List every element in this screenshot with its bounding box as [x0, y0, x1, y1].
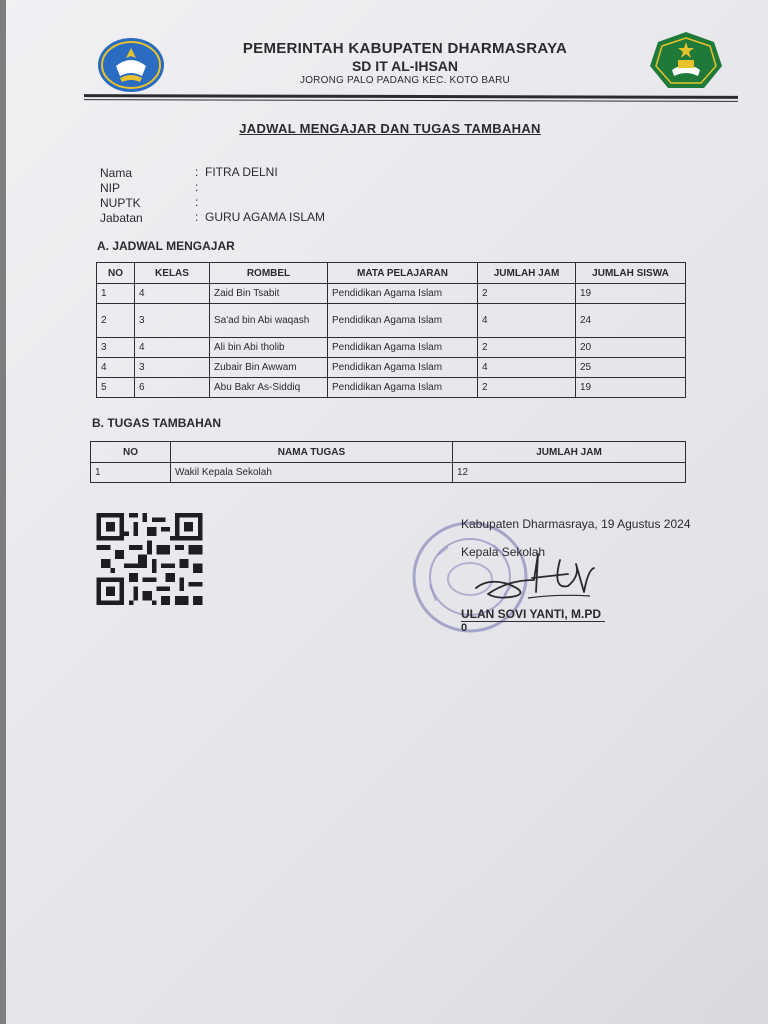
value-jabatan: GURU AGAMA ISLAM	[205, 210, 326, 224]
colon: :	[195, 180, 199, 194]
table-cell: 4	[135, 338, 210, 358]
header-rule-thin	[84, 99, 738, 102]
table-cell: 4	[97, 358, 135, 378]
header-government: PEMERINTAH KABUPATEN DHARMASRAYA	[242, 40, 568, 57]
table-row	[91, 463, 686, 483]
qr-code	[96, 513, 203, 605]
label-nuptk: NUPTK	[100, 196, 141, 210]
signature-place-date: Kabupaten Dharmasraya, 19 Agustus 2024	[461, 517, 691, 531]
signatory-name: ULAN SOVI YANTI, M.PD	[461, 607, 605, 622]
column-header: KELAS	[135, 263, 210, 284]
tut-wuri-handayani-logo	[96, 36, 166, 94]
table-cell: 4	[478, 304, 576, 338]
table-cell: Pendidikan Agama Islam	[328, 304, 478, 338]
header-address: JORONG PALO PADANG KEC. KOTO BARU	[300, 75, 510, 86]
kemenag-logo	[648, 30, 724, 90]
table-cell: Sa'ad bin Abi waqash	[210, 304, 328, 338]
signature-role: Kepala Sekolah	[461, 545, 546, 559]
table-cell: Abu Bakr As-Siddiq	[210, 378, 328, 398]
teaching-schedule-table	[96, 262, 686, 398]
table-cell: 25	[576, 358, 686, 378]
table-cell: 3	[135, 304, 210, 338]
table-cell: 1	[97, 284, 135, 304]
table-row	[97, 338, 686, 358]
table-cell: 2	[478, 338, 576, 358]
table-cell: 4	[478, 358, 576, 378]
table-cell: 12	[453, 463, 686, 483]
section-b-title: B. TUGAS TAMBAHAN	[92, 416, 222, 430]
table-cell: Pendidikan Agama Islam	[328, 338, 478, 358]
colon: :	[195, 210, 199, 224]
table-cell: Pendidikan Agama Islam	[328, 358, 478, 378]
document-title: JADWAL MENGAJAR DAN TUGAS TAMBAHAN	[239, 121, 541, 136]
table-cell: 1	[91, 463, 171, 483]
table-cell: 19	[576, 284, 686, 304]
table-cell: 2	[478, 378, 576, 398]
column-header: NO	[91, 442, 171, 463]
table-row	[97, 378, 686, 398]
table-cell: 4	[135, 284, 210, 304]
table-cell: 2	[97, 304, 135, 338]
table-cell: Pendidikan Agama Islam	[328, 378, 478, 398]
table-header-row	[91, 442, 686, 463]
section-a-title: A. JADWAL MENGAJAR	[97, 239, 235, 253]
column-header: JUMLAH SISWA	[576, 263, 686, 284]
column-header: NAMA TUGAS	[171, 442, 453, 463]
column-header: JUMLAH JAM	[478, 263, 576, 284]
table-cell: Zubair Bin Awwam	[210, 358, 328, 378]
table-cell: 5	[97, 378, 135, 398]
page-edge-shadow	[0, 0, 6, 1024]
table-cell: 2	[478, 284, 576, 304]
table-row	[97, 284, 686, 304]
table-row	[97, 358, 686, 378]
header-rule-thick	[84, 94, 738, 99]
additional-duties-table	[90, 441, 686, 483]
colon: :	[195, 165, 199, 179]
value-nama: FITRA DELNI	[205, 165, 278, 179]
table-cell: 19	[576, 378, 686, 398]
table-cell: 24	[576, 304, 686, 338]
table-cell: 20	[576, 338, 686, 358]
table-header-row	[97, 263, 686, 284]
table-cell: 3	[135, 358, 210, 378]
table-cell: 6	[135, 378, 210, 398]
table-cell: Zaid Bin Tsabit	[210, 284, 328, 304]
column-header: JUMLAH JAM	[453, 442, 686, 463]
signatory-nip: 0	[461, 622, 468, 634]
label-nip: NIP	[100, 181, 121, 195]
table-cell: Wakil Kepala Sekolah	[171, 463, 453, 483]
table-row	[97, 304, 686, 338]
table-cell: 3	[97, 338, 135, 358]
handwritten-signature	[468, 550, 608, 612]
header-school-name: SD IT AL-IHSAN	[351, 58, 459, 74]
column-header: NO	[97, 263, 135, 284]
colon: :	[195, 195, 199, 209]
label-jabatan: Jabatan	[100, 211, 143, 225]
table-cell: Ali bin Abi tholib	[210, 338, 328, 358]
column-header: ROMBEL	[210, 263, 328, 284]
table-cell: Pendidikan Agama Islam	[328, 284, 478, 304]
column-header: MATA PELAJARAN	[328, 263, 478, 284]
label-nama: Nama	[100, 166, 133, 180]
